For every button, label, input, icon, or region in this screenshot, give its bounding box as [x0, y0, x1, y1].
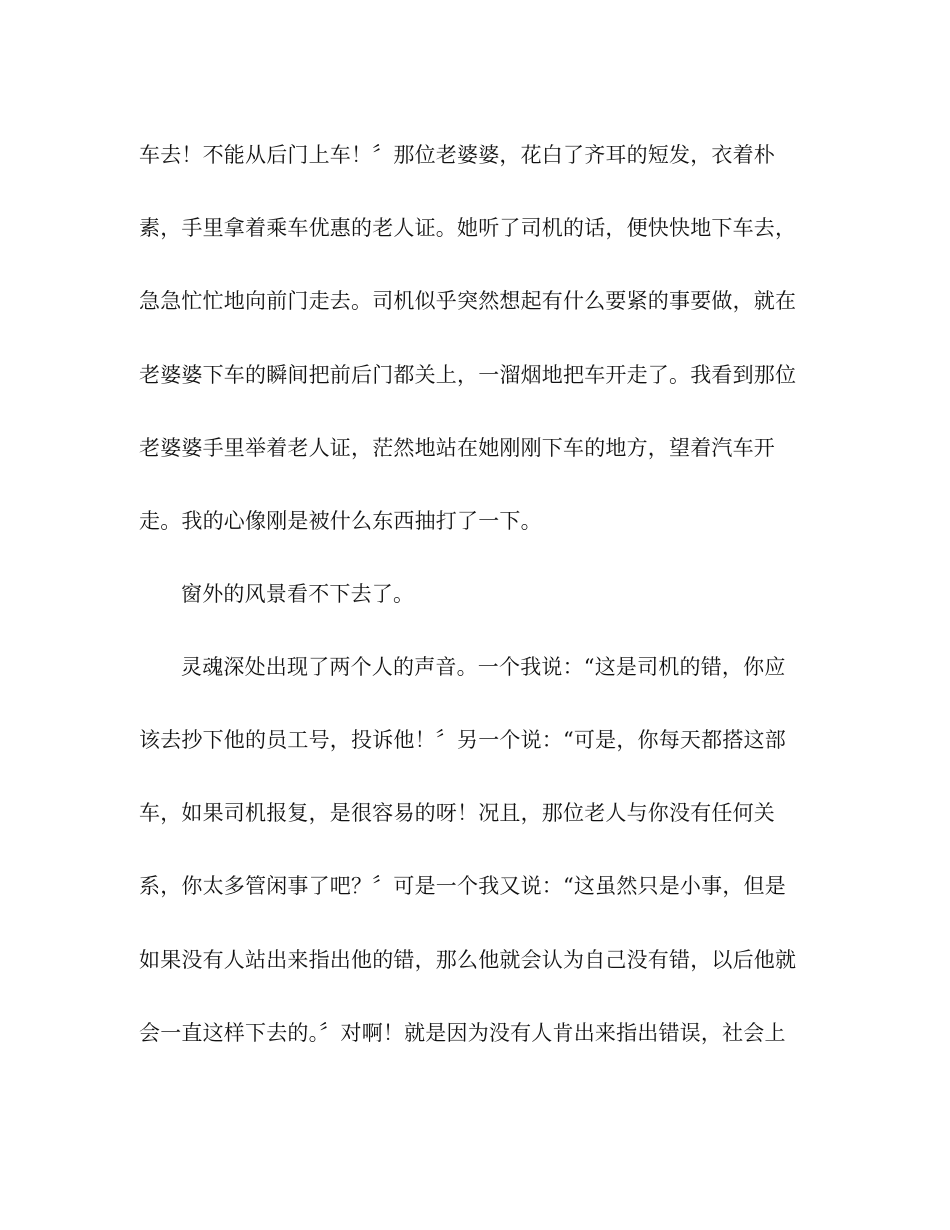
text-line: 该去抄下他的员工号，投诉他！〞另一个说：“可是，你每天都搭这部	[139, 728, 786, 752]
text-line: 走。我的心像刚是被什么东西抽打了一下。	[139, 509, 542, 533]
text-line: 素，手里拿着乘车优惠的老人证。她听了司机的话，便快快地下车去，	[139, 216, 797, 240]
text-line: 急急忙忙地向前门走去。司机似乎突然想起有什么要紧的事要做，就在	[139, 289, 797, 313]
text-line: 老婆婆手里举着老人证，茫然地站在她刚刚下车的地方，望着汽车开	[139, 436, 775, 460]
text-line: 系，你太多管闲事了吧？〞可是一个我又说：“这虽然只是小事，但是	[139, 874, 786, 898]
text-line: 如果没有人站出来指出他的错，那么他就会认为自己没有错，以后他就	[139, 948, 797, 972]
text-line: 车，如果司机报复，是很容易的呀！况且，那位老人与你没有任何关	[139, 801, 775, 825]
text-line: 会一直这样下去的。〞对啊！就是因为没有人肯出来指出错误，社会上	[139, 1021, 786, 1045]
text-line: 老婆婆下车的瞬间把前后门都关上，一溜烟地把车开走了。我看到那位	[139, 363, 797, 387]
paragraph-line: 灵魂深处出现了两个人的声音。一个我说：“这是司机的错，你应	[181, 655, 786, 679]
paragraph-line: 窗外的风景看不下去了。	[181, 582, 415, 606]
text-line: 车去！不能从后门上车！〞那位老婆婆，花白了齐耳的短发，衣着朴	[139, 143, 775, 167]
